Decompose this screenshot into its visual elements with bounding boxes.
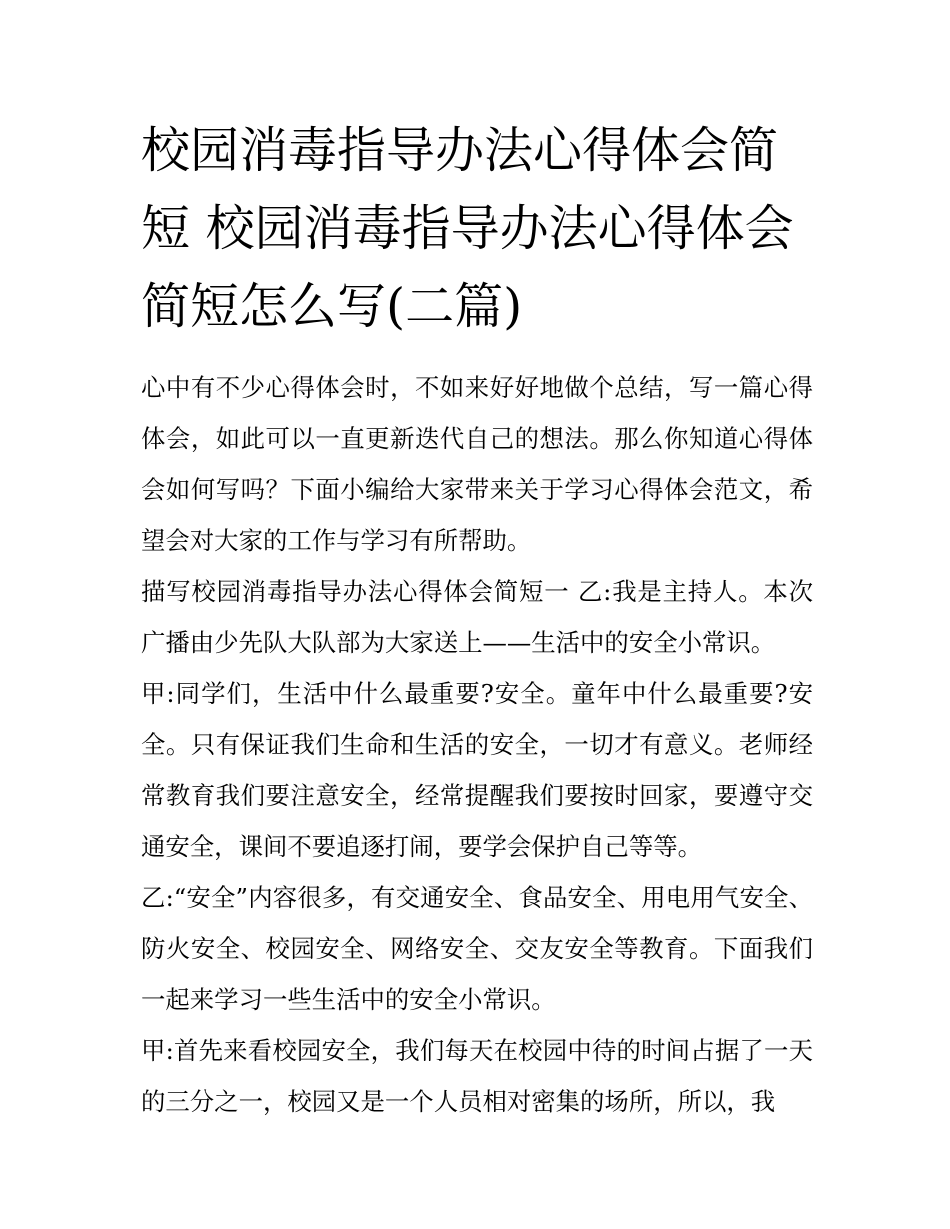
document-body (141, 362, 813, 1127)
paragraph-intro: 心中有不少心得体会时，不如来好好地做个总结，写一篇心得体会，如此可以一直更新迭代自己的想法。那么你知道心得体会如何写吗？下面小编给大家带来关于学习心得体会范文，希望会对大家的工作与学习有所帮助。 (141, 373, 813, 555)
document-title: 校园消毒指导办法心得体会简短 校园消毒指导办法心得体会简短怎么写(二篇) (141, 122, 794, 335)
document-page (141, 112, 813, 1127)
paragraph-dialogue-jia-2: 甲:首先来看校园安全，我们每天在校园中待的时间占据了一天的三分之一，校园又是一个人员相对密集的场所，所以，我 (141, 1036, 813, 1116)
paragraph-dialogue-jia-1: 甲:同学们，生活中什么最重要?安全。童年中什么最重要?安全。只有保证我们生命和生活的安全，一切才有意义。老师经常教育我们要注意安全，经常提醒我们要按时回家，要遵守交通安全，课间不要追逐打闹，要学会保护自己等等。 (141, 679, 813, 861)
paragraph-dialogue-yi-1: 乙:“安全”内容很多，有交通安全、食品安全、用电用气安全、防火安全、校园安全、网络安全、交友安全等教育。下面我们一起来学习一些生活中的安全小常识。 (141, 883, 813, 1014)
paragraph-section-one: 描写校园消毒指导办法心得体会简短一 乙:我是主持人。本次广播由少先队大队部为大家送上——生活中的安全小常识。 (141, 577, 813, 657)
